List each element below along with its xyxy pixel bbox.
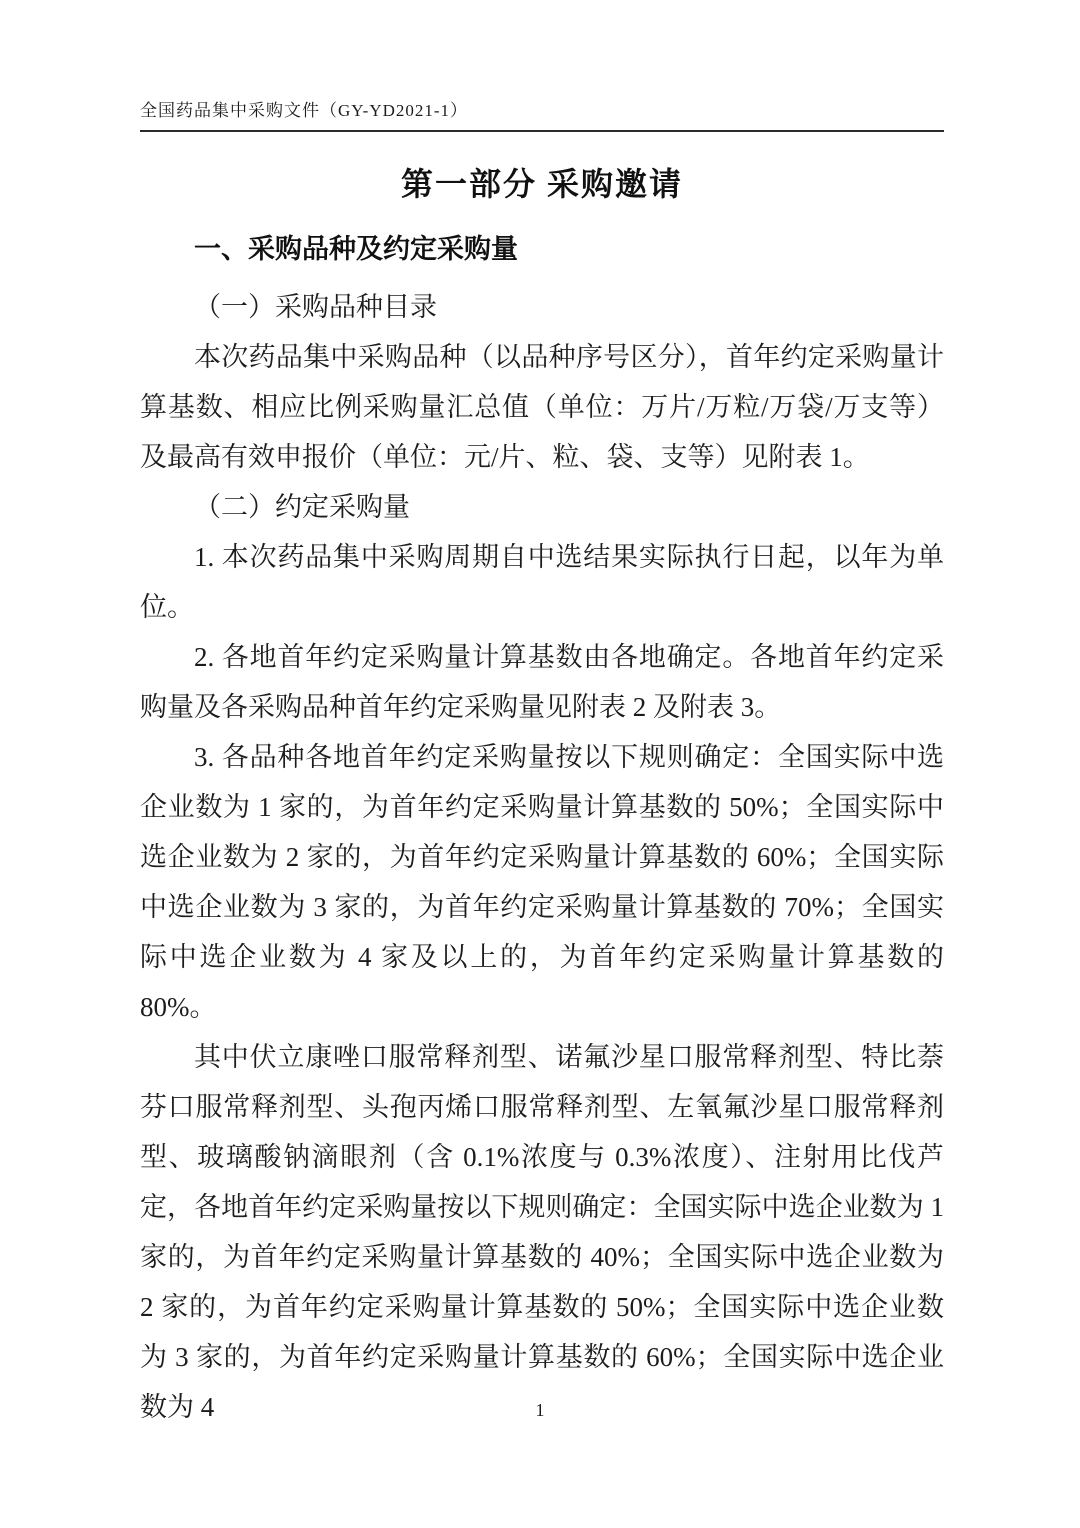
document-title: 第一部分 采购邀请	[400, 166, 683, 202]
paragraph-special-varieties: 其中伏立康唑口服常释剂型、诺氟沙星口服常释剂型、特比萘芬口服常释剂型、头孢丙烯口服常释剂型、左氧氟沙星口服常释剂型、玻璃酸钠滴眼剂（含 0.1%浓度与 0.3%浓度）、注射用比伐芦定，各地首年约定采购量按以下规则确定：全国实际中选企业数为 1 家的，为首年约定采购量计算基数的 40%；全国实际中选企业数为 2 家的，为首年约定采购量计算基数的 50%；全国实际中选企业数为 3 家的，为首年约定采购量计算基数的 60%；全国实际中选企业数为 4	[140, 1042, 944, 1422]
paragraph-rule-3: 3. 各品种各地首年约定采购量按以下规则确定：全国实际中选企业数为 1 家的，为首年约定采购量计算基数的 50%；全国实际中选企业数为 2 家的，为首年约定采购量计算基数的 60%；全国实际中选企业数为 3 家的，为首年约定采购量计算基数的 70%；全国实际中选企业数为 4 家及以上的，为首年约定采购量计算基数的 80%。	[140, 742, 944, 1022]
paragraph-rule-2: 2. 各地首年约定采购量计算基数由各地确定。各地首年约定采购量及各采购品种首年约定采购量见附表 2 及附表 3。	[140, 642, 944, 722]
header-text: 全国药品集中采购文件（GY-YD2021-1）	[140, 101, 469, 120]
section-heading: 一、采购品种及约定采购量	[194, 234, 518, 264]
paragraph-subheading-catalog: （一）采购品种目录	[194, 292, 437, 322]
header-divider	[140, 130, 944, 132]
paragraph-catalog-description: 本次药品集中采购品种（以品种序号区分），首年约定采购量计算基数、相应比例采购量汇总值（单位：万片/万粒/万袋/万支等）及最高有效申报价（单位：元/片、粒、袋、支等）见附表 1。	[140, 342, 944, 472]
paragraph-subheading-agreed-volume: （二）约定采购量	[194, 492, 410, 522]
paragraph-rule-1: 1. 本次药品集中采购周期自中选结果实际执行日起，以年为单位。	[140, 542, 944, 622]
document-body	[140, 282, 944, 1432]
page-header	[140, 100, 944, 132]
page-footer	[0, 1400, 1080, 1421]
page-number: 1	[535, 1400, 545, 1420]
